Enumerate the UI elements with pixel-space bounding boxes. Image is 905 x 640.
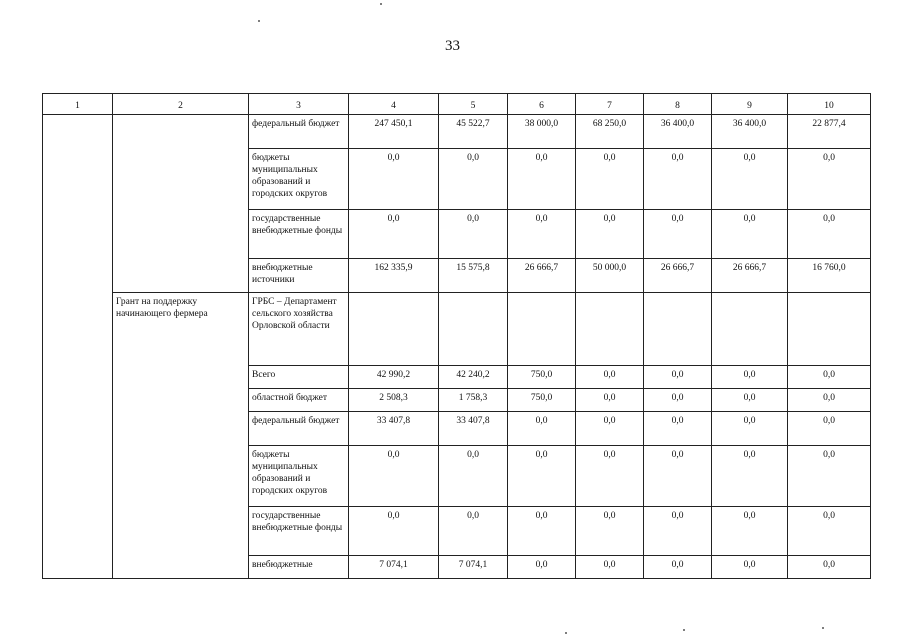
value-cell: 36 400,0 (712, 115, 788, 149)
value-cell: 0,0 (644, 412, 712, 446)
funding-source: федеральный бюджет (249, 412, 349, 446)
column-header: 4 (349, 94, 439, 115)
value-cell: 0,0 (439, 507, 508, 556)
scan-speck (258, 20, 260, 22)
value-cell (644, 293, 712, 366)
funding-source: бюджеты муниципальных образований и городских округов (249, 446, 349, 507)
value-cell: 26 666,7 (712, 259, 788, 293)
value-cell: 0,0 (644, 149, 712, 210)
value-cell: 0,0 (712, 366, 788, 389)
value-cell: 2 508,3 (349, 389, 439, 412)
scan-speck (683, 629, 685, 631)
value-cell: 0,0 (508, 149, 576, 210)
value-cell: 0,0 (508, 507, 576, 556)
value-cell: 0,0 (788, 507, 871, 556)
value-cell: 0,0 (576, 507, 644, 556)
value-cell (349, 293, 439, 366)
value-cell: 0,0 (788, 210, 871, 259)
value-cell: 750,0 (508, 389, 576, 412)
value-cell: 26 666,7 (508, 259, 576, 293)
value-cell (788, 293, 871, 366)
value-cell: 7 074,1 (349, 556, 439, 579)
value-cell: 0,0 (788, 412, 871, 446)
value-cell: 162 335,9 (349, 259, 439, 293)
table-row (43, 293, 871, 366)
value-cell: 0,0 (644, 556, 712, 579)
value-cell: 0,0 (576, 556, 644, 579)
value-cell: 247 450,1 (349, 115, 439, 149)
scan-speck (565, 632, 567, 634)
column-1-cell (43, 115, 113, 579)
value-cell: 750,0 (508, 366, 576, 389)
funding-source: федеральный бюджет (249, 115, 349, 149)
column-header: 7 (576, 94, 644, 115)
column-header: 1 (43, 94, 113, 115)
value-cell: 0,0 (508, 446, 576, 507)
column-header: 10 (788, 94, 871, 115)
scan-speck (380, 3, 382, 5)
value-cell: 0,0 (644, 210, 712, 259)
value-cell: 22 877,4 (788, 115, 871, 149)
value-cell: 0,0 (788, 149, 871, 210)
value-cell (439, 293, 508, 366)
value-cell: 0,0 (788, 446, 871, 507)
value-cell: 0,0 (576, 149, 644, 210)
table-row (43, 115, 871, 149)
value-cell: 68 250,0 (576, 115, 644, 149)
value-cell: 0,0 (644, 446, 712, 507)
column-header: 6 (508, 94, 576, 115)
funding-source: ГРБС – Департамент сельского хозяйства Орловской области (249, 293, 349, 366)
value-cell: 7 074,1 (439, 556, 508, 579)
value-cell: 33 407,8 (349, 412, 439, 446)
value-cell: 0,0 (644, 366, 712, 389)
value-cell: 0,0 (439, 149, 508, 210)
value-cell: 26 666,7 (644, 259, 712, 293)
value-cell: 0,0 (712, 446, 788, 507)
column-header: 8 (644, 94, 712, 115)
value-cell: 0,0 (644, 389, 712, 412)
budget-table (42, 93, 871, 579)
funding-source: государственные внебюджетные фонды (249, 507, 349, 556)
value-cell (576, 293, 644, 366)
value-cell: 16 760,0 (788, 259, 871, 293)
value-cell: 0,0 (712, 210, 788, 259)
value-cell: 0,0 (712, 412, 788, 446)
value-cell: 0,0 (644, 507, 712, 556)
column-header: 3 (249, 94, 349, 115)
page-number: 33 (445, 38, 460, 54)
column-2-cell (113, 115, 249, 293)
value-cell: 0,0 (576, 366, 644, 389)
value-cell: 0,0 (349, 446, 439, 507)
value-cell: 0,0 (576, 412, 644, 446)
value-cell: 0,0 (788, 556, 871, 579)
value-cell: 36 400,0 (644, 115, 712, 149)
value-cell: 0,0 (788, 366, 871, 389)
value-cell: 0,0 (349, 210, 439, 259)
value-cell: 0,0 (788, 389, 871, 412)
value-cell: 0,0 (508, 412, 576, 446)
value-cell: 38 000,0 (508, 115, 576, 149)
value-cell: 42 990,2 (349, 366, 439, 389)
program-name: Грант на поддержку начинающего фермера (113, 293, 249, 579)
value-cell: 0,0 (712, 149, 788, 210)
funding-source: внебюджетные источники (249, 259, 349, 293)
column-header: 5 (439, 94, 508, 115)
value-cell: 0,0 (349, 149, 439, 210)
value-cell: 45 522,7 (439, 115, 508, 149)
value-cell: 50 000,0 (576, 259, 644, 293)
value-cell: 0,0 (439, 446, 508, 507)
scan-speck (822, 627, 824, 629)
column-header: 9 (712, 94, 788, 115)
funding-source: областной бюджет (249, 389, 349, 412)
value-cell: 42 240,2 (439, 366, 508, 389)
table-header (43, 94, 871, 115)
value-cell: 33 407,8 (439, 412, 508, 446)
value-cell: 0,0 (576, 389, 644, 412)
value-cell: 0,0 (576, 446, 644, 507)
column-header: 2 (113, 94, 249, 115)
value-cell: 0,0 (508, 556, 576, 579)
value-cell: 0,0 (712, 507, 788, 556)
value-cell: 0,0 (712, 389, 788, 412)
value-cell: 1 758,3 (439, 389, 508, 412)
funding-source: государственные внебюджетные фонды (249, 210, 349, 259)
value-cell: 0,0 (712, 556, 788, 579)
funding-source: внебюджетные (249, 556, 349, 579)
value-cell (508, 293, 576, 366)
value-cell: 0,0 (508, 210, 576, 259)
funding-source: Всего (249, 366, 349, 389)
value-cell (712, 293, 788, 366)
value-cell: 0,0 (439, 210, 508, 259)
funding-source: бюджеты муниципальных образований и городских округов (249, 149, 349, 210)
value-cell: 15 575,8 (439, 259, 508, 293)
value-cell: 0,0 (576, 210, 644, 259)
value-cell: 0,0 (349, 507, 439, 556)
